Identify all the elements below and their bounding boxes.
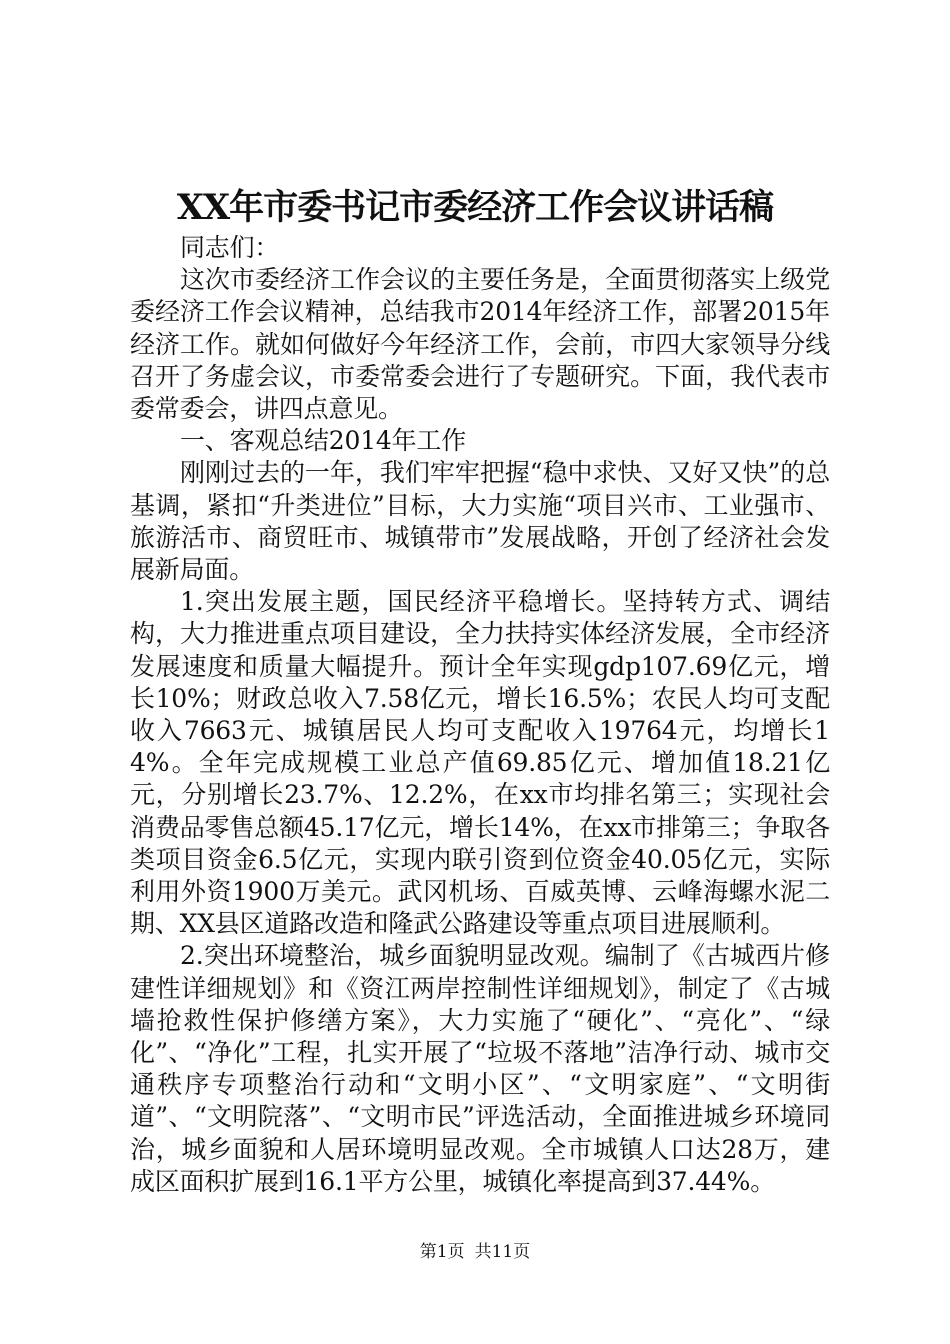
summary-paragraph: 刚刚过去的一年，我们牢牢把握“稳中求快、又好又快”的总基调，紧扣“升类进位”目标，大力实施“项目兴市、工业强市、旅游活市、商贸旺市、城镇带市”发展战略，开创了经济社会发展新局面。 <box>130 458 830 585</box>
section-heading: 一、客观总结2014年工作 <box>180 426 467 456</box>
page-number: 第1页 <box>419 1242 465 1262</box>
document-title: XX年市委书记市委经济工作会议讲话稿 <box>176 187 774 228</box>
economy-paragraph: 1.突出发展主题，国民经济平稳增长。坚持转方式、调结构，大力推进重点项目建设，全力扶持实体经济发展，全市经济发展速度和质量大幅提升。预计全年实现gdp107.69亿元，增长10%；财政总收入7.58亿元，增长16.5%；农民人均可支配收入7663元、城镇居民人均可支配收入19764元，均增长14%。全年完成规模工业总产值69.85亿元、增加值18.21亿元，分别增长23.7%、12.2%，在xx市均排名第三；实现社会消费品零售总额45.17亿元，增长14%，在xx市排第三；争取各类项目资金6.5亿元，实现内联引资到位资金40.05亿元，实际利用外资1900万美元。武冈机场、百威英博、云峰海螺水泥二期、XX县区道路改造和隆武公路建设等重点项目进展顺利。 <box>130 587 830 939</box>
document-body <box>130 232 830 1198</box>
intro-paragraph: 这次市委经济工作会议的主要任务是，全面贯彻落实上级党委经济工作会议精神，总结我市2014年经济工作，部署2015年经济工作。就如何做好今年经济工作，会前，市四大家领导分线召开了务虚会议，市委常委会进行了专题研究。下面，我代表市委常委会，讲四点意见。 <box>130 265 830 424</box>
environment-paragraph: 2.突出环境整治，城乡面貌明显改观。编制了《古城西片修建性详细规划》和《资江两岸控制性详细规划》，制定了《古城墙抢救性保护修缮方案》，大力实施了“硬化”、“亮化”、“绿化”、“净化”工程，扎实开展了“垃圾不落地”洁净行动、城市交通秩序专项整治行动和“文明小区”、“文明家庭”、“文明街道”、“文明院落”、“文明市民”评选活动，全面推进城乡环境同治，城乡面貌和人居环境明显改观。全市城镇人口达28万，建成区面积扩展到16.1平方公里，城镇化率提高到37.44%。 <box>130 941 830 1196</box>
page-total: 共11页 <box>474 1242 531 1262</box>
page-footer <box>0 1240 950 1264</box>
salutation-paragraph: 同志们： <box>180 233 280 262</box>
